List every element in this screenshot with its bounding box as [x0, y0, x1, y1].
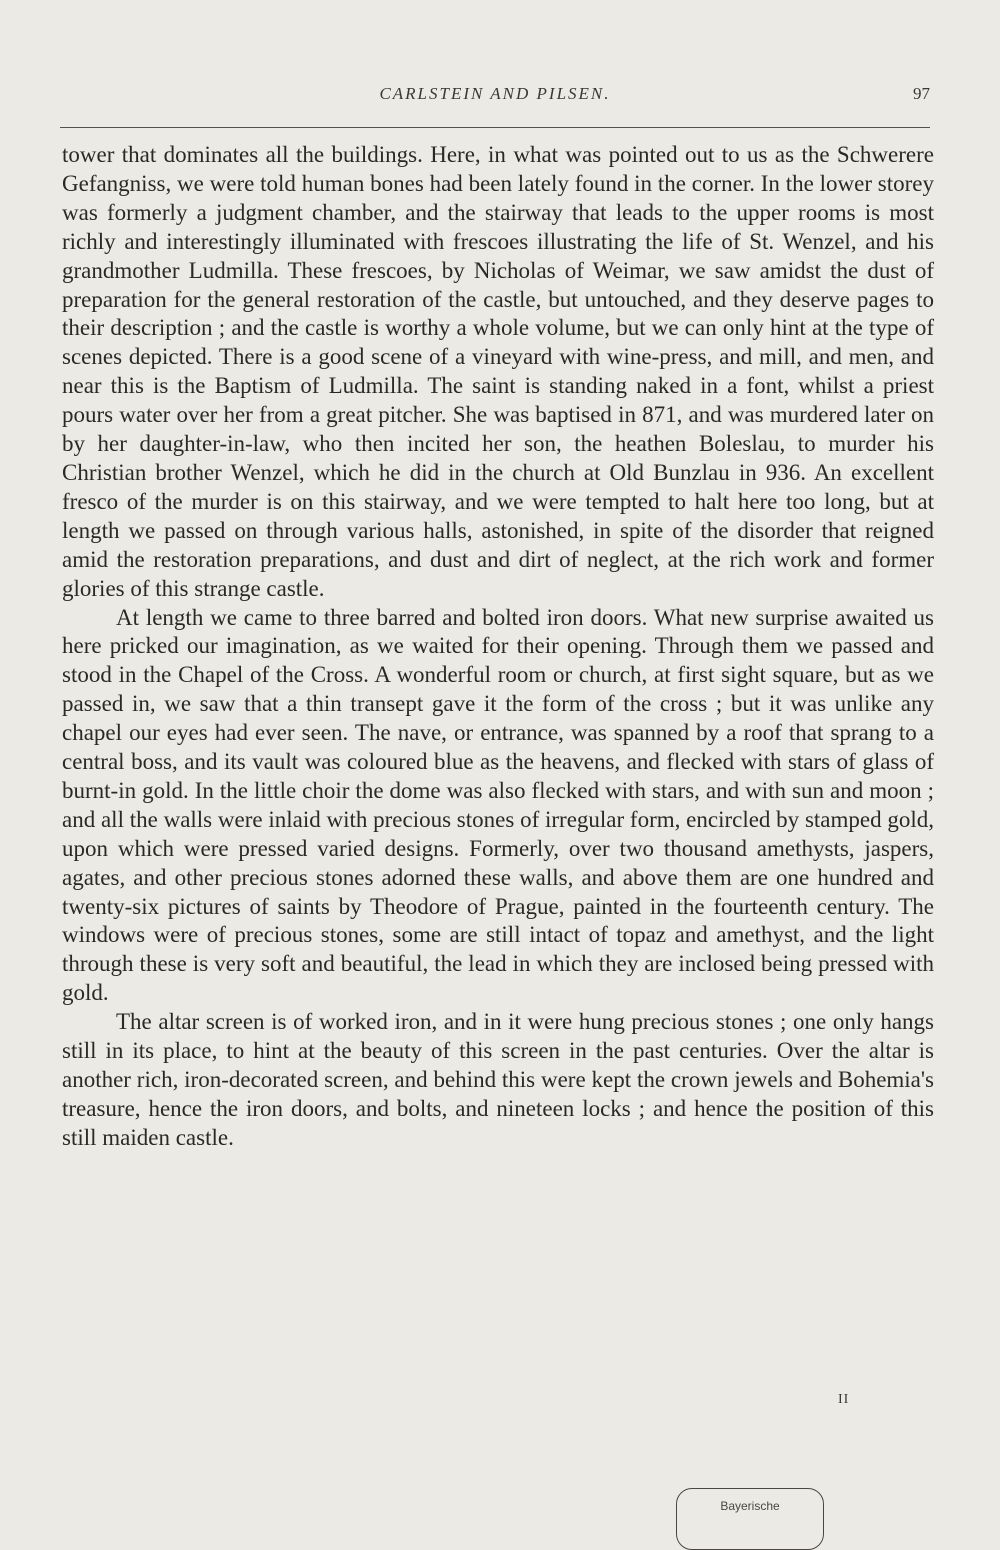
paragraph-1: tower that dominates all the buildings. Here, in what was pointed out to us as the Schwerere Gefangniss, we were told human bones had been lately found in the corner. In the lower storey was formerly a judgment chamber, and the stairway that leads to the upper rooms is most richly and interestingly illuminated with frescoes illustrating the life of St. Wenzel, and his grandmother Ludmilla. These frescoes, by Nicholas of Weimar, we saw amidst the dust of preparation for the general restoration of the castle, but untouched, and they deserve pages to their description ; and the castle is worthy a whole volume, but we can only hint at the type of scenes depicted. There is a good scene of a vineyard with wine-press, and mill, and men, and near this is the Baptism of Ludmilla. The saint is standing naked in a font, whilst a priest pours water over her from a great pitcher. She was baptised in 871, and was murdered later on by her daughter-in-law, who then incited her son, the heathen Boleslau, to murder his Christian brother Wenzel, which he did in the church at Old Bunzlau in 936. An excellent fresco of the murder is on this stairway, and we were tempted to halt here too long, but at length we passed on through various halls, astonished, in spite of the disorder that reigned amid the restoration preparations, and dust and dirt of neglect, at the rich work and former glories of this strange castle.	[62, 142, 934, 601]
paragraph-2: At length we came to three barred and bolted iron doors. What new surprise awaited us here pricked our imagination, as we waited for their opening. Through them we passed and stood in the Chapel of the Cross. A wonderful room or church, at first sight square, but as we passed in, we saw that a thin transept gave it the form of the cross ; but it was unlike any chapel our eyes had ever seen. The nave, or entrance, was spanned by a roof that sprang to a central boss, and its vault was coloured blue as the heavens, and flecked with stars of glass of burnt-in gold. In the little choir the dome was also flecked with stars, and with sun and moon ; and all the walls were inlaid with precious stones of irregular form, encircled by stamped gold, upon which were pressed varied designs. Formerly, over two thousand amethysts, jaspers, agates, and other precious stones adorned these walls, and above them are one hundred and twenty-six pictures of saints by Theodore of Prague, painted in the fourteenth century. The windows were of precious stones, some are still intact of topaz and amethyst, and the light through these is very soft and beautiful, the lead in which they are inclosed being pressed with gold.	[62, 604, 934, 1006]
running-title: CARLSTEIN AND PILSEN.	[379, 84, 611, 103]
running-header	[60, 84, 930, 114]
page-number: 97	[913, 84, 930, 103]
signature-mark: II	[838, 1392, 850, 1407]
header-rule	[60, 127, 930, 128]
library-stamp-text: Bayerische	[720, 1499, 780, 1513]
library-stamp	[676, 1488, 824, 1550]
body-text	[62, 141, 934, 1153]
paragraph-3: The altar screen is of worked iron, and in it were hung precious stones ; one only hangs still in its place, to hint at the beauty of this screen in the past centuries. Over the altar is another rich, iron-decorated screen, and behind this were kept the crown jewels and Bohemia's treasure, hence the iron doors, and bolts, and nineteen locks ; and hence the position of this still maiden castle.	[62, 1009, 934, 1150]
